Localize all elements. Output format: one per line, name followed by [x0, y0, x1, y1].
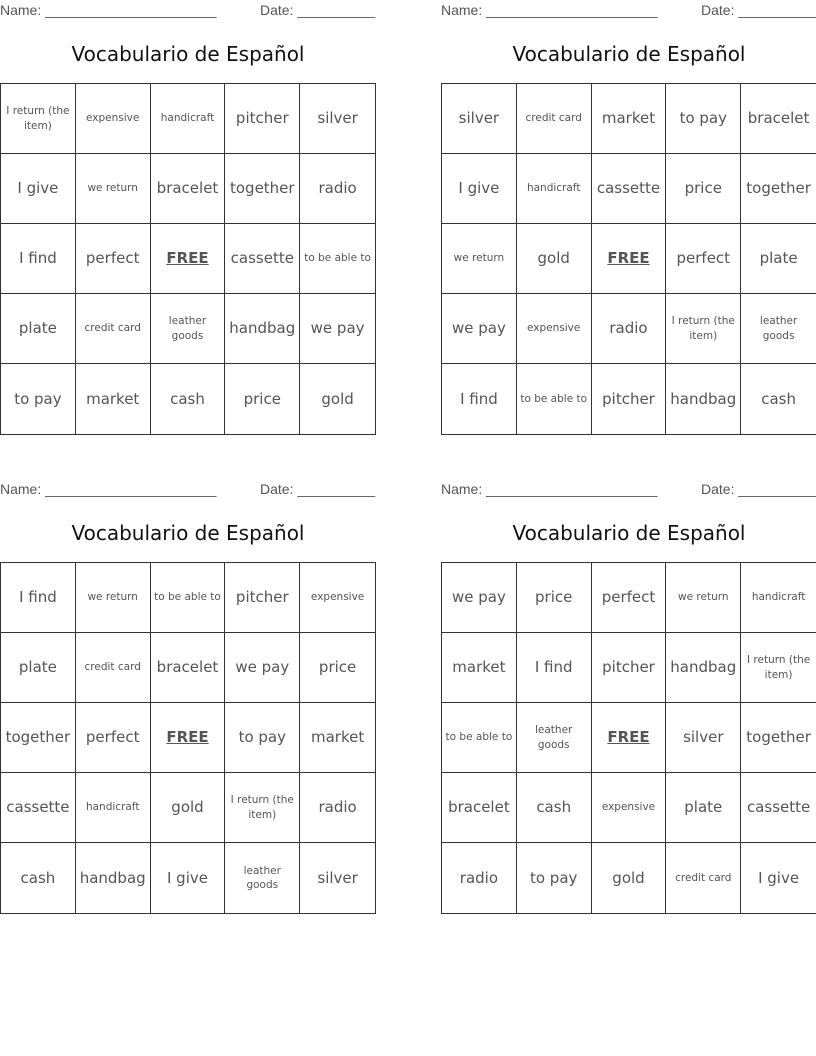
bingo-cell: I give	[1, 154, 76, 224]
bingo-cell: handicraft	[151, 84, 226, 154]
bingo-card-1	[0, 0, 376, 436]
bingo-cell: I return (the item)	[741, 633, 816, 703]
bingo-cell: plate	[741, 224, 816, 294]
bingo-cell: cassette	[225, 224, 300, 294]
bingo-cell: price	[517, 563, 592, 633]
bingo-cell: we return	[442, 224, 517, 294]
bingo-cell: handbag	[76, 843, 151, 913]
bingo-cell: to pay	[666, 84, 741, 154]
bingo-cell: cash	[1, 843, 76, 913]
bingo-cell: bracelet	[151, 633, 226, 703]
name-line: Name: ______________________	[441, 2, 658, 18]
bingo-cell: bracelet	[151, 154, 226, 224]
bingo-cell: I find	[1, 563, 76, 633]
bingo-cell: gold	[321, 389, 354, 408]
bingo-cell: perfect	[76, 703, 151, 773]
free-space-cell: FREE	[592, 224, 667, 294]
bingo-cell: I find	[442, 364, 517, 434]
bingo-cell: credit card	[76, 294, 151, 364]
bingo-cell: to be able to	[300, 224, 375, 294]
bingo-cell: radio	[592, 294, 667, 364]
bingo-cell: cassette	[592, 154, 667, 224]
bingo-grid	[441, 83, 816, 435]
bingo-cell: handbag	[225, 294, 300, 364]
bingo-cell: perfect	[666, 224, 741, 294]
bingo-cell: perfect	[76, 224, 151, 294]
bingo-cell: I find	[1, 224, 76, 294]
bingo-cell: together	[1, 703, 76, 773]
name-line: Name: ______________________	[0, 481, 217, 497]
bingo-cell: leather goods	[741, 294, 816, 364]
bingo-cell: we return	[76, 563, 151, 633]
name-line: Name: ______________________	[441, 481, 658, 497]
bingo-cell: silver	[666, 703, 741, 773]
bingo-cell: plate	[666, 773, 741, 843]
bingo-cell: cash	[761, 389, 796, 408]
bingo-cell: perfect	[592, 563, 667, 633]
bingo-cell: handbag	[666, 633, 741, 703]
bingo-cell: together	[741, 154, 816, 224]
bingo-cell: plate	[1, 294, 76, 364]
bingo-cell: to pay	[517, 843, 592, 913]
bingo-cell: we pay	[442, 294, 517, 364]
card-header	[0, 2, 376, 20]
bingo-cell: credit card	[76, 633, 151, 703]
bingo-cell: gold	[517, 224, 592, 294]
bingo-cell: to be able to	[517, 364, 592, 434]
free-space-cell: FREE	[151, 224, 226, 294]
card-header	[441, 2, 816, 20]
bingo-cell: gold	[151, 773, 226, 843]
bingo-cell: I return (the item)	[1, 84, 76, 154]
bingo-cell: to be able to	[442, 703, 517, 773]
bingo-cell: I find	[517, 633, 592, 703]
date-line: Date: __________	[701, 481, 816, 497]
bingo-cell: we return	[76, 154, 151, 224]
bingo-card-2	[441, 0, 816, 436]
bingo-cell: radio	[300, 773, 375, 843]
bingo-cell: pitcher	[225, 84, 300, 154]
bingo-cell: market	[442, 633, 517, 703]
bingo-cell: we pay	[225, 633, 300, 703]
bingo-cell: cash	[151, 364, 226, 434]
bingo-cell: radio	[300, 154, 375, 224]
bingo-cell: bracelet	[442, 773, 517, 843]
name-line: Name: ______________________	[0, 2, 217, 18]
bingo-cell: together	[741, 703, 816, 773]
bingo-cell: we return	[666, 563, 741, 633]
bingo-cell: pitcher	[592, 364, 667, 434]
bingo-cell: price	[666, 154, 741, 224]
bingo-cell: expensive	[300, 563, 375, 633]
bingo-cell: radio	[442, 843, 517, 913]
bingo-cell: cassette	[741, 773, 816, 843]
bingo-cell: together	[225, 154, 300, 224]
bingo-cell: price	[225, 364, 300, 434]
card-title: Vocabulario de Español	[512, 42, 746, 66]
free-space-cell: FREE	[592, 703, 667, 773]
bingo-cell: gold	[592, 843, 667, 913]
bingo-grid	[0, 562, 376, 914]
bingo-card-4	[441, 479, 816, 915]
bingo-cell: to be able to	[151, 563, 226, 633]
bingo-cell: to pay	[1, 364, 76, 434]
bingo-cell: plate	[1, 633, 76, 703]
date-line: Date: __________	[260, 481, 376, 497]
bingo-cell: bracelet	[741, 84, 816, 154]
date-line: Date: __________	[260, 2, 376, 18]
free-space-cell: FREE	[151, 703, 226, 773]
bingo-cell: leather goods	[517, 703, 592, 773]
bingo-cell: price	[300, 633, 375, 703]
bingo-cell: I give	[442, 154, 517, 224]
card-header	[0, 481, 376, 499]
bingo-grid	[441, 562, 816, 914]
bingo-cell: silver	[317, 868, 358, 887]
bingo-cell: credit card	[517, 84, 592, 154]
bingo-cell: credit card	[666, 843, 741, 913]
bingo-cell: I give	[758, 868, 800, 887]
bingo-cell: to pay	[225, 703, 300, 773]
card-header	[441, 481, 816, 499]
bingo-cell: market	[76, 364, 151, 434]
bingo-cell: cash	[517, 773, 592, 843]
bingo-cell: I return (the item)	[225, 773, 300, 843]
date-line: Date: __________	[701, 2, 816, 18]
card-title: Vocabulario de Español	[71, 521, 305, 545]
bingo-cell: cassette	[1, 773, 76, 843]
bingo-cell: handicraft	[76, 773, 151, 843]
bingo-cell: silver	[442, 84, 517, 154]
bingo-cell: leather goods	[151, 294, 226, 364]
bingo-cell: expensive	[76, 84, 151, 154]
bingo-cell: expensive	[592, 773, 667, 843]
bingo-cell: leather goods	[225, 843, 300, 913]
bingo-cell: we pay	[442, 563, 517, 633]
bingo-card-3	[0, 479, 376, 915]
bingo-cell: market	[592, 84, 667, 154]
bingo-cell: pitcher	[225, 563, 300, 633]
bingo-cell: we pay	[300, 294, 375, 364]
bingo-cell: pitcher	[592, 633, 667, 703]
bingo-cell: silver	[300, 84, 375, 154]
bingo-cell: handicraft	[741, 563, 816, 633]
bingo-cell: market	[300, 703, 375, 773]
bingo-cell: expensive	[517, 294, 592, 364]
bingo-cell: handicraft	[517, 154, 592, 224]
bingo-cell: I give	[151, 843, 226, 913]
bingo-cell: handbag	[666, 364, 741, 434]
card-title: Vocabulario de Español	[512, 521, 746, 545]
bingo-cell: I return (the item)	[666, 294, 741, 364]
card-title: Vocabulario de Español	[71, 42, 305, 66]
bingo-grid	[0, 83, 376, 435]
